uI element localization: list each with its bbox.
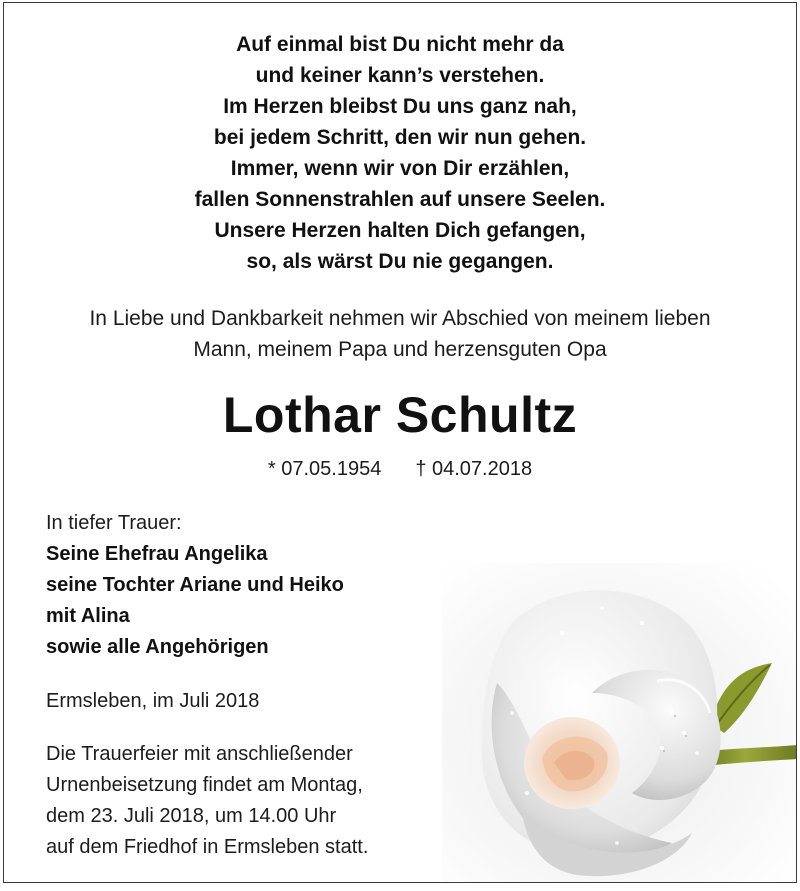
poem-line: Im Herzen bleibst Du uns ganz nah, bbox=[223, 95, 577, 118]
poem-line: so, als wärst Du nie gegangen. bbox=[246, 250, 554, 273]
mourner-name: Seine Ehefrau Angelika bbox=[46, 543, 268, 565]
mourner-name: mit Alina bbox=[46, 605, 130, 627]
death-date: † 04.07.2018 bbox=[415, 458, 533, 480]
poem-line: bei jedem Schritt, den wir nun gehen. bbox=[213, 126, 587, 149]
mourner-name: sowie alle Angehörigen bbox=[46, 636, 269, 658]
birth-date: * 07.05.1954 bbox=[267, 458, 382, 480]
mourners-heading: In tiefer Trauer: bbox=[46, 512, 182, 534]
white-rose-image bbox=[442, 563, 797, 883]
intro-line: In Liebe und Dankbarkeit nehmen wir Abschied von meinem lieben bbox=[89, 307, 711, 330]
farewell-intro bbox=[4, 303, 796, 365]
deceased-name: Lothar Schultz bbox=[222, 387, 578, 443]
life-dates bbox=[4, 455, 796, 483]
place-date: Ermsleben, im Juli 2018 bbox=[46, 690, 260, 712]
service-line: Die Trauerfeier mit anschließender bbox=[46, 743, 353, 765]
mourner-name: seine Tochter Ariane und Heiko bbox=[46, 574, 344, 596]
service-line: auf dem Friedhof in Ermsleben statt. bbox=[46, 836, 369, 858]
poem-line: und keiner kann’s verstehen. bbox=[255, 64, 545, 87]
intro-line: Mann, meinem Papa und herzensguten Opa bbox=[193, 338, 607, 361]
service-line: dem 23. Juli 2018, um 14.00 Uhr bbox=[46, 805, 337, 827]
poem bbox=[4, 29, 796, 277]
obituary-notice bbox=[3, 2, 797, 883]
poem-line: Auf einmal bist Du nicht mehr da bbox=[236, 33, 564, 56]
poem-line: fallen Sonnenstrahlen auf unsere Seelen. bbox=[194, 188, 606, 211]
poem-line: Immer, wenn wir von Dir erzählen, bbox=[230, 157, 570, 180]
mourners-block bbox=[46, 508, 344, 663]
poem-line: Unsere Herzen halten Dich gefangen, bbox=[214, 219, 586, 242]
service-info bbox=[46, 739, 368, 863]
service-line: Urnenbeisetzung findet am Montag, bbox=[46, 774, 363, 796]
